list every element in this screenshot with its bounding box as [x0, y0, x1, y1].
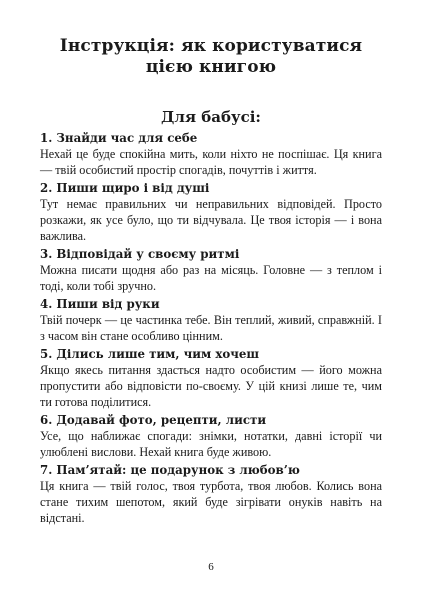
instruction-text: Тут немає правильних чи неправильних відповідей. Просто розкажи, як усе було, що ти відчувала. Це твоя історія — і вона важлива. [40, 197, 382, 243]
page-number: 6 [208, 561, 214, 573]
instruction-text: Усе, що наближає спогади: знімки, нотатки, давні історії чи улюблені вислови. Нехай книга буде живою. [40, 429, 382, 459]
instruction-text: Нехай це буде спокійна мить, коли ніхто не поспішає. Ця книга — твій особистий простір спогадів, почуттів і життя. [40, 147, 382, 177]
instruction-text: Твій почерк — це частинка тебе. Він теплий, живий, справжній. І з часом він стане особливо цінним. [40, 313, 382, 343]
instruction-item [40, 462, 382, 526]
instruction-text: Ця книга — твій голос, твоя турбота, твоя любов. Колись вона стане тихим шепотом, який буде зігрівати онуків навіть на відстані. [40, 479, 382, 525]
instruction-item [40, 130, 382, 178]
page-title: Інструкція: як користуватися цією книгою [59, 36, 363, 77]
instruction-item [40, 246, 382, 294]
instruction-text: Можна писати щодня або раз на місяць. Головне — з теплом і тоді, коли тобі зручно. [40, 263, 382, 293]
instruction-heading: 6. Додавай фото, рецепти, листи [40, 413, 267, 427]
instruction-item [40, 412, 382, 460]
instruction-text: Якщо якесь питання здасться надто особистим — його можна пропустити або відповісти по-своєму. У цій книзі лише те, чим ти готова поділитися. [40, 363, 382, 409]
instruction-item [40, 180, 382, 244]
instruction-heading: 3. Відповідай у своєму ритмі [40, 247, 240, 261]
instruction-heading: 2. Пиши щиро і від душі [40, 181, 210, 195]
section-title: Для бабусі: [161, 108, 261, 126]
instruction-heading: 4. Пиши від руки [40, 297, 160, 311]
instructions-list [40, 130, 382, 528]
instruction-heading: 5. Ділись лише тим, чим хочеш [40, 347, 260, 361]
instruction-heading: 1. Знайди час для себе [40, 131, 198, 145]
instruction-heading: 7. Пам’ятай: це подарунок з любов’ю [40, 463, 300, 477]
instruction-item [40, 346, 382, 410]
instruction-item [40, 296, 382, 344]
